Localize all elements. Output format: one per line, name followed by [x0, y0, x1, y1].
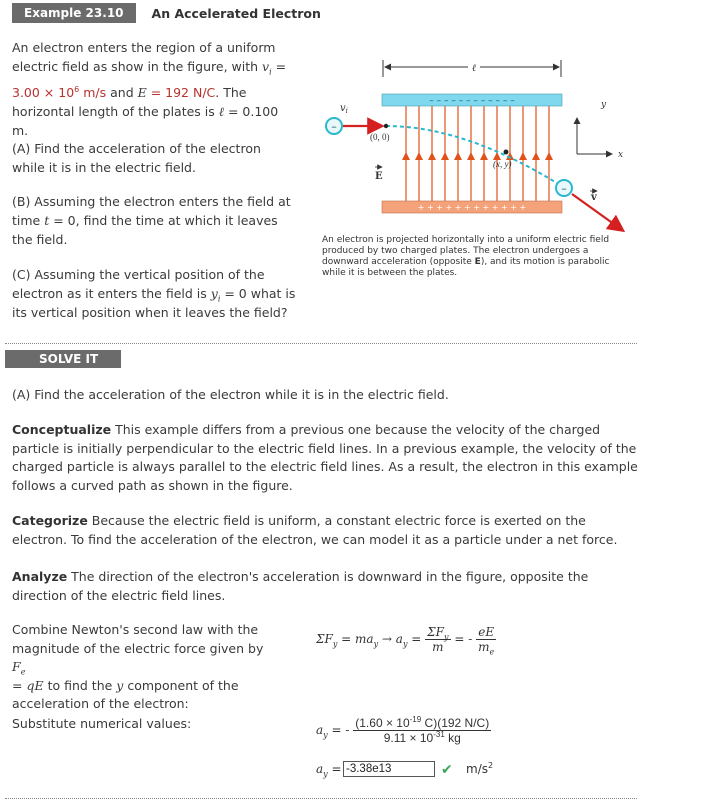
origin-point: [384, 124, 388, 128]
analyze-paragraph: Analyze The direction of the electron's acceleration is downward in the figure, opposite the direction of the electric field lines.: [12, 569, 589, 603]
problem-part-c: (C) Assuming the vertical position of the electron as it enters the field is $y_i = 0$ what is its vertical position when it leaves the field?: [12, 267, 296, 320]
field-lines: [406, 105, 549, 203]
example-header: [12, 3, 321, 23]
categorize-paragraph: Categorize Because the electric field is uniform, a constant electric force is exerted on the electron. To find the acceleration of the electron, we can model it as a particle under a net force.: [12, 513, 618, 547]
svg-text:–: –: [561, 182, 567, 195]
vi-label: $v_i$: [340, 103, 348, 115]
position-label: (x, y): [493, 159, 512, 169]
answer-input[interactable]: [343, 761, 435, 777]
axes: [577, 100, 623, 160]
divider-bottom: [5, 798, 637, 799]
newton-equation: $\Sigma F_y = ma_y \to a_y$ = $\frac{\Sigma F_y}{m}$ = - $\frac{eE}{m_e}$: [316, 625, 495, 657]
v-label: v: [591, 192, 597, 203]
problem-intro: An electron enters the region of a uniform electric field as show in the figure, with $v_i$ = $3.00 \times 10^6$ m/s and E = 192 N/C. The horizontal length of the plates is ℓ = 0.100 m.: [12, 40, 287, 138]
conceptualize-paragraph: Conceptualize This example differs from a previous one because the velocity of the charged particle is initially perpendicular to the electric field lines. In a previous example, the velocity of the charged particle is always parallel to the electric field lines. As a result, the electron in this example follows a curved path as shown in the figure.: [12, 422, 638, 493]
correct-check-icon: ✔: [441, 762, 453, 778]
svg-text:y: y: [601, 100, 607, 110]
answer-equation: $a_y$ =: [316, 762, 342, 779]
E-label: E: [375, 171, 383, 182]
solve-it-badge: SOLVE IT: [5, 350, 121, 368]
ell-label: ℓ: [471, 63, 477, 74]
problem-part-a: (A) Find the acceleration of the electron while it is in the electric field.: [12, 141, 261, 175]
substitute-instruction: Substitute numerical values:: [12, 716, 192, 731]
svg-text:–: –: [331, 120, 337, 133]
problem-part-b: (B) Assuming the electron enters the field at time t = 0, find the time at which it leaves the field.: [12, 194, 291, 247]
figure-caption: An electron is projected horizontally into a uniform electric field produced by two charged plates. The electron undergoes a downward acceleration (opposite E), and its motion is parabolic while it is between the plates.: [322, 235, 610, 278]
divider-top: [5, 343, 637, 344]
position-point: [504, 150, 509, 155]
example-title: An Accelerated Electron: [151, 5, 321, 21]
answer-units: $m/s^2$: [466, 761, 494, 776]
svg-text:x: x: [618, 150, 624, 160]
top-plate-charges: – – – – – – – – – – – –: [429, 96, 515, 106]
solve-part-a: (A) Find the acceleration of the electron while it is in the electric field.: [12, 387, 449, 402]
field-arrowheads: [402, 152, 553, 160]
length-dimension: [383, 60, 561, 77]
electron-field-figure: [318, 55, 648, 235]
combine-instruction: Combine Newton's second law with the magnitude of the electric force given by $F_e$ = qE to find the y component of the acceleration of the electron:: [12, 622, 264, 711]
example-badge: Example 23.10: [12, 3, 136, 23]
trajectory: [386, 126, 568, 190]
bottom-plate-charges: + + + + + + + + + + + +: [417, 203, 527, 212]
substitution-equation: $a_y$ = - $\frac{(1.60 \times 10^{-19} C)(192 N/C)}{9.11 \times 10^{-31} kg}$: [316, 715, 490, 745]
origin-label: (0, 0): [370, 132, 390, 142]
